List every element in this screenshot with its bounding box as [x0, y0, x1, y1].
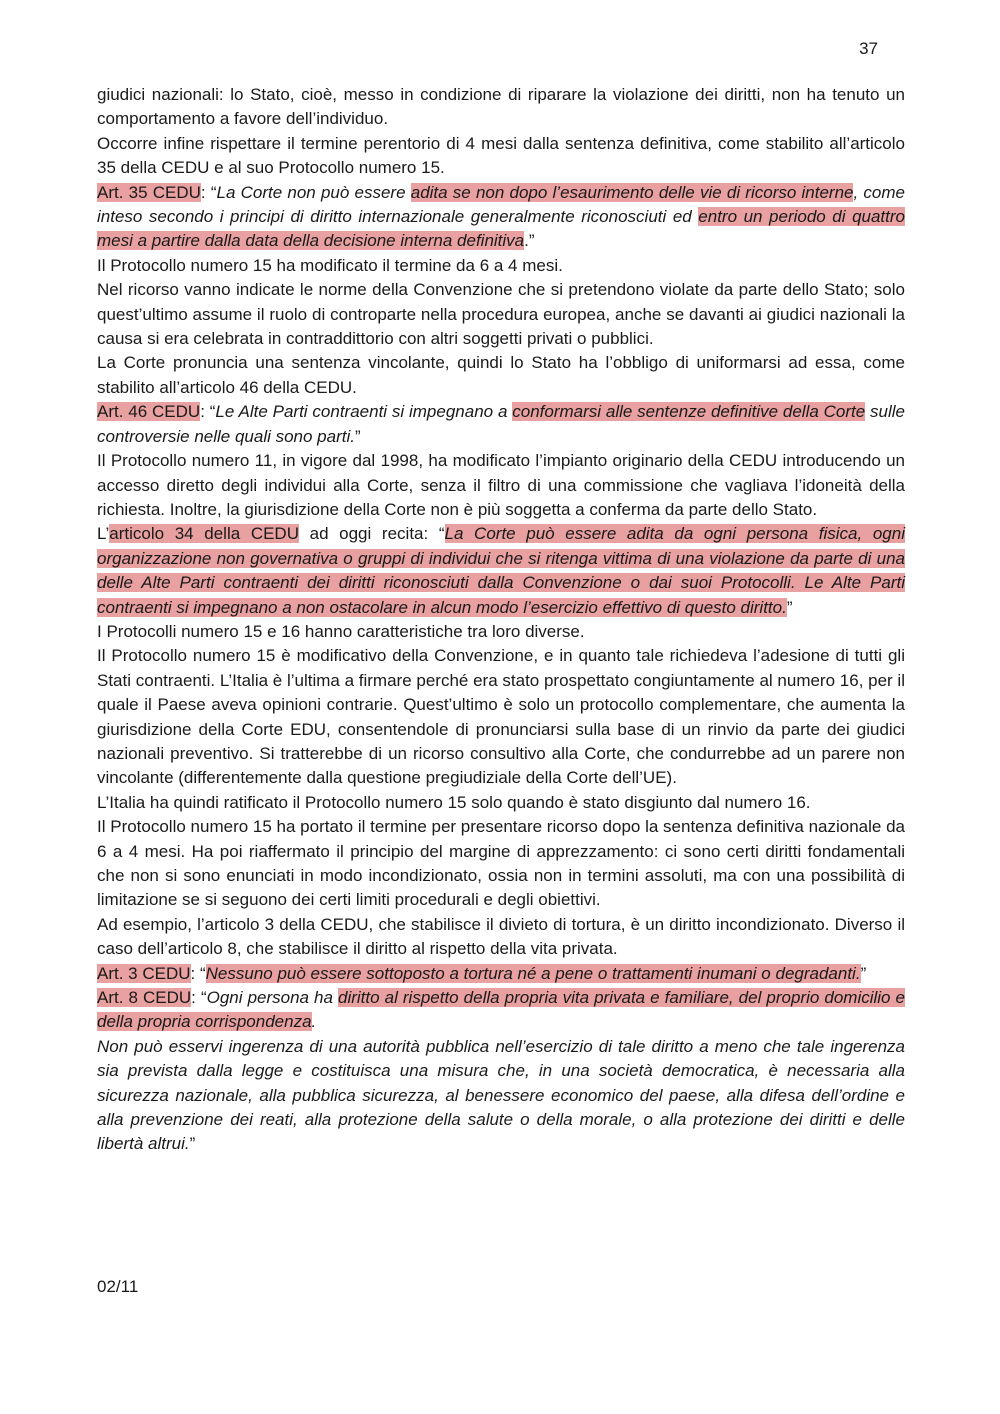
text-run: L’	[97, 524, 110, 544]
paragraph-p13	[97, 815, 905, 913]
paragraph-p11	[97, 644, 905, 790]
page-number: 37	[859, 39, 878, 58]
paragraph-p14	[97, 913, 905, 962]
paragraph-p10	[97, 620, 905, 644]
paragraph-p9	[97, 522, 905, 620]
text-run: ”	[354, 426, 361, 446]
text-run: ”	[786, 597, 793, 617]
text-run: : “	[200, 182, 217, 202]
highlighted-text: conformarsi alle sentenze definitive della Corte	[512, 402, 866, 422]
highlighted-text: diritto al rispetto della propria vita privata e familiare, del proprio domicilio e della propria corrispondenza	[97, 988, 906, 1032]
paragraph-p4	[97, 254, 905, 278]
highlighted-text: adita se non dopo l’esaurimento delle vie di ricorso interne	[410, 182, 854, 202]
body-text	[97, 83, 905, 1157]
highlighted-text: La Corte può essere adita da ogni persona fisica, ogni organizzazione non governativa o gruppi di individui che si ritenga vittima di una violazione da parte di una delle Alte Parti contraenti dei diritti riconosciuti dalla Convenzione o dai suoi Protocolli. Le Alte Parti contraenti si impegnano a non ostacolare in alcun modo l’esercizio effettivo di questo diritto.	[97, 524, 905, 617]
text-run: Ad esempio, l’articolo 3 della CEDU, che stabilisce il divieto di tortura, è un diritto incondizionato. Diverso il caso dell’articolo 8, che stabilisce il diritto al rispetto della vita privata.	[97, 914, 905, 959]
paragraph-p1	[97, 83, 905, 132]
text-run: : “	[190, 963, 206, 983]
paragraph-p3	[97, 181, 905, 254]
text-run: ”	[860, 963, 867, 983]
text-run: .”	[524, 231, 535, 251]
paragraph-p8	[97, 449, 905, 522]
text-run: : “	[200, 402, 216, 422]
paragraph-p12	[97, 791, 905, 815]
text-run: ad oggi recita: “	[298, 524, 445, 544]
paragraph-p16	[97, 986, 905, 1035]
text-run: La Corte non può essere	[216, 182, 411, 202]
highlighted-text: entro un periodo di quattro mesi a partire dalla data della decisione interna definitiva	[97, 207, 905, 251]
text-run: La Corte pronuncia una sentenza vincolante, quindi lo Stato ha l’obbligo di uniformarsi ad essa, come stabilito all’articolo 46 della CEDU.	[97, 353, 905, 397]
text-run: Il Protocollo numero 11, in vigore dal 1998, ha modificato l’impianto originario della CEDU introducendo un accesso diretto degli individui alla Corte, senza il filtro di una commissione che vagliava l’idoneità della richiesta. Inoltre, la giurisdizione della Corte non è più soggetta a conferma da parte dello Stato.	[97, 451, 905, 519]
text-run: Le Alte Parti contraenti si impegnano a	[215, 402, 513, 422]
text-run: giudici nazionali: lo Stato, cioè, messo in condizione di riparare la violazione dei diritti, non ha tenuto un comportamento a favore dell’individuo.	[97, 85, 905, 129]
paragraph-p2	[97, 132, 905, 181]
paragraph-p15	[97, 962, 905, 986]
highlighted-text: Art. 46 CEDU	[97, 402, 201, 422]
paragraph-p5	[97, 278, 905, 351]
highlighted-text: Art. 35 CEDU	[97, 182, 201, 202]
highlighted-text: Nessuno può essere sottoposto a tortura né a pene o trattamenti inumani o degradanti.	[205, 963, 861, 983]
paragraph-p17	[97, 1035, 905, 1157]
text-run: L’Italia ha quindi ratificato il Protocollo numero 15 solo quando è stato disgiunto dal numero 16.	[97, 792, 811, 812]
footer-date: 02/11	[97, 1277, 139, 1296]
highlighted-text: Art. 8 CEDU	[97, 988, 192, 1008]
text-run: sulle controversie nelle quali sono parti.	[97, 402, 906, 446]
text-run: Nel ricorso vanno indicate le norme della Convenzione che si pretendono violate da parte dello Stato; solo quest’ultimo assume il ruolo di controparte nella procedura europea, anche se davanti ai giudici nazionali la causa si era celebrata in contraddittorio con altri soggetti privati o pubblici.	[97, 280, 905, 349]
paragraph-p6	[97, 351, 905, 400]
text-run: I Protocolli numero 15 e 16 hanno caratteristiche tra loro diverse.	[97, 621, 585, 641]
text-run: , come inteso secondo i principi di diritto internazionale generalmente riconosciuti ed	[97, 182, 905, 227]
text-run: Il Protocollo numero 15 ha modificato il termine da 6 a 4 mesi.	[97, 255, 563, 275]
text-run: Il Protocollo numero 15 è modificativo della Convenzione, e in quanto tale richiedeva l’adesione di tutti gli Stati contraenti. L’Italia è l’ultima a firmare perché era stato prospettato congiuntamente al numero 16, per il quale il Paese aveva opinioni contrarie. Quest’ultimo è solo un protocollo complementare, che aumenta la giurisdizione della Corte EDU, consentendole di pronunciarsi sulla base di un rinvio da parte dei giudici nazionali preventivo. Si tratterebbe di un ricorso consultivo alla Corte, che condurrebbe ad un parere non vincolante (differentemente dalla questione pregiudiziale della Corte dell’UE).	[97, 646, 905, 788]
highlighted-text: articolo 34 della CEDU	[109, 524, 299, 544]
paragraph-p7	[97, 400, 905, 449]
text-run: Ogni persona ha	[206, 988, 338, 1008]
text-run: .	[311, 1012, 317, 1032]
text-run: Il Protocollo numero 15 ha portato il termine per presentare ricorso dopo la sentenza definitiva nazionale da 6 a 4 mesi. Ha poi riaffermato il principio del margine di apprezzamento: ci sono certi diritti fondamentali che non si sono enunciati in modo incondizionato, ossia non in termini assoluti, ma con una possibilità di limitazione se si seguono dei certi limiti procedurali e degli obiettivi.	[97, 817, 905, 910]
text-run: Occorre infine rispettare il termine perentorio di 4 mesi dalla sentenza definitiva, come stabilito all’articolo 35 della CEDU e al suo Protocollo numero 15.	[97, 133, 905, 178]
text-run: Non può esservi ingerenza di una autorità pubblica nell’esercizio di tale diritto a meno che tale ingerenza sia prevista dalla legge e costituisca una misura che, in una società democratica, è necessaria alla sicurezza nazionale, alla pubblica sicurezza, al benessere economico del paese, alla difesa dell’ordine e alla prevenzione dei reati, alla protezione della salute o della morale, o alla protezione dei diritti e delle libertà altrui.	[97, 1036, 905, 1154]
text-run: ”	[189, 1134, 196, 1154]
text-run: : “	[191, 988, 207, 1008]
highlighted-text: Art. 3 CEDU	[97, 963, 191, 983]
